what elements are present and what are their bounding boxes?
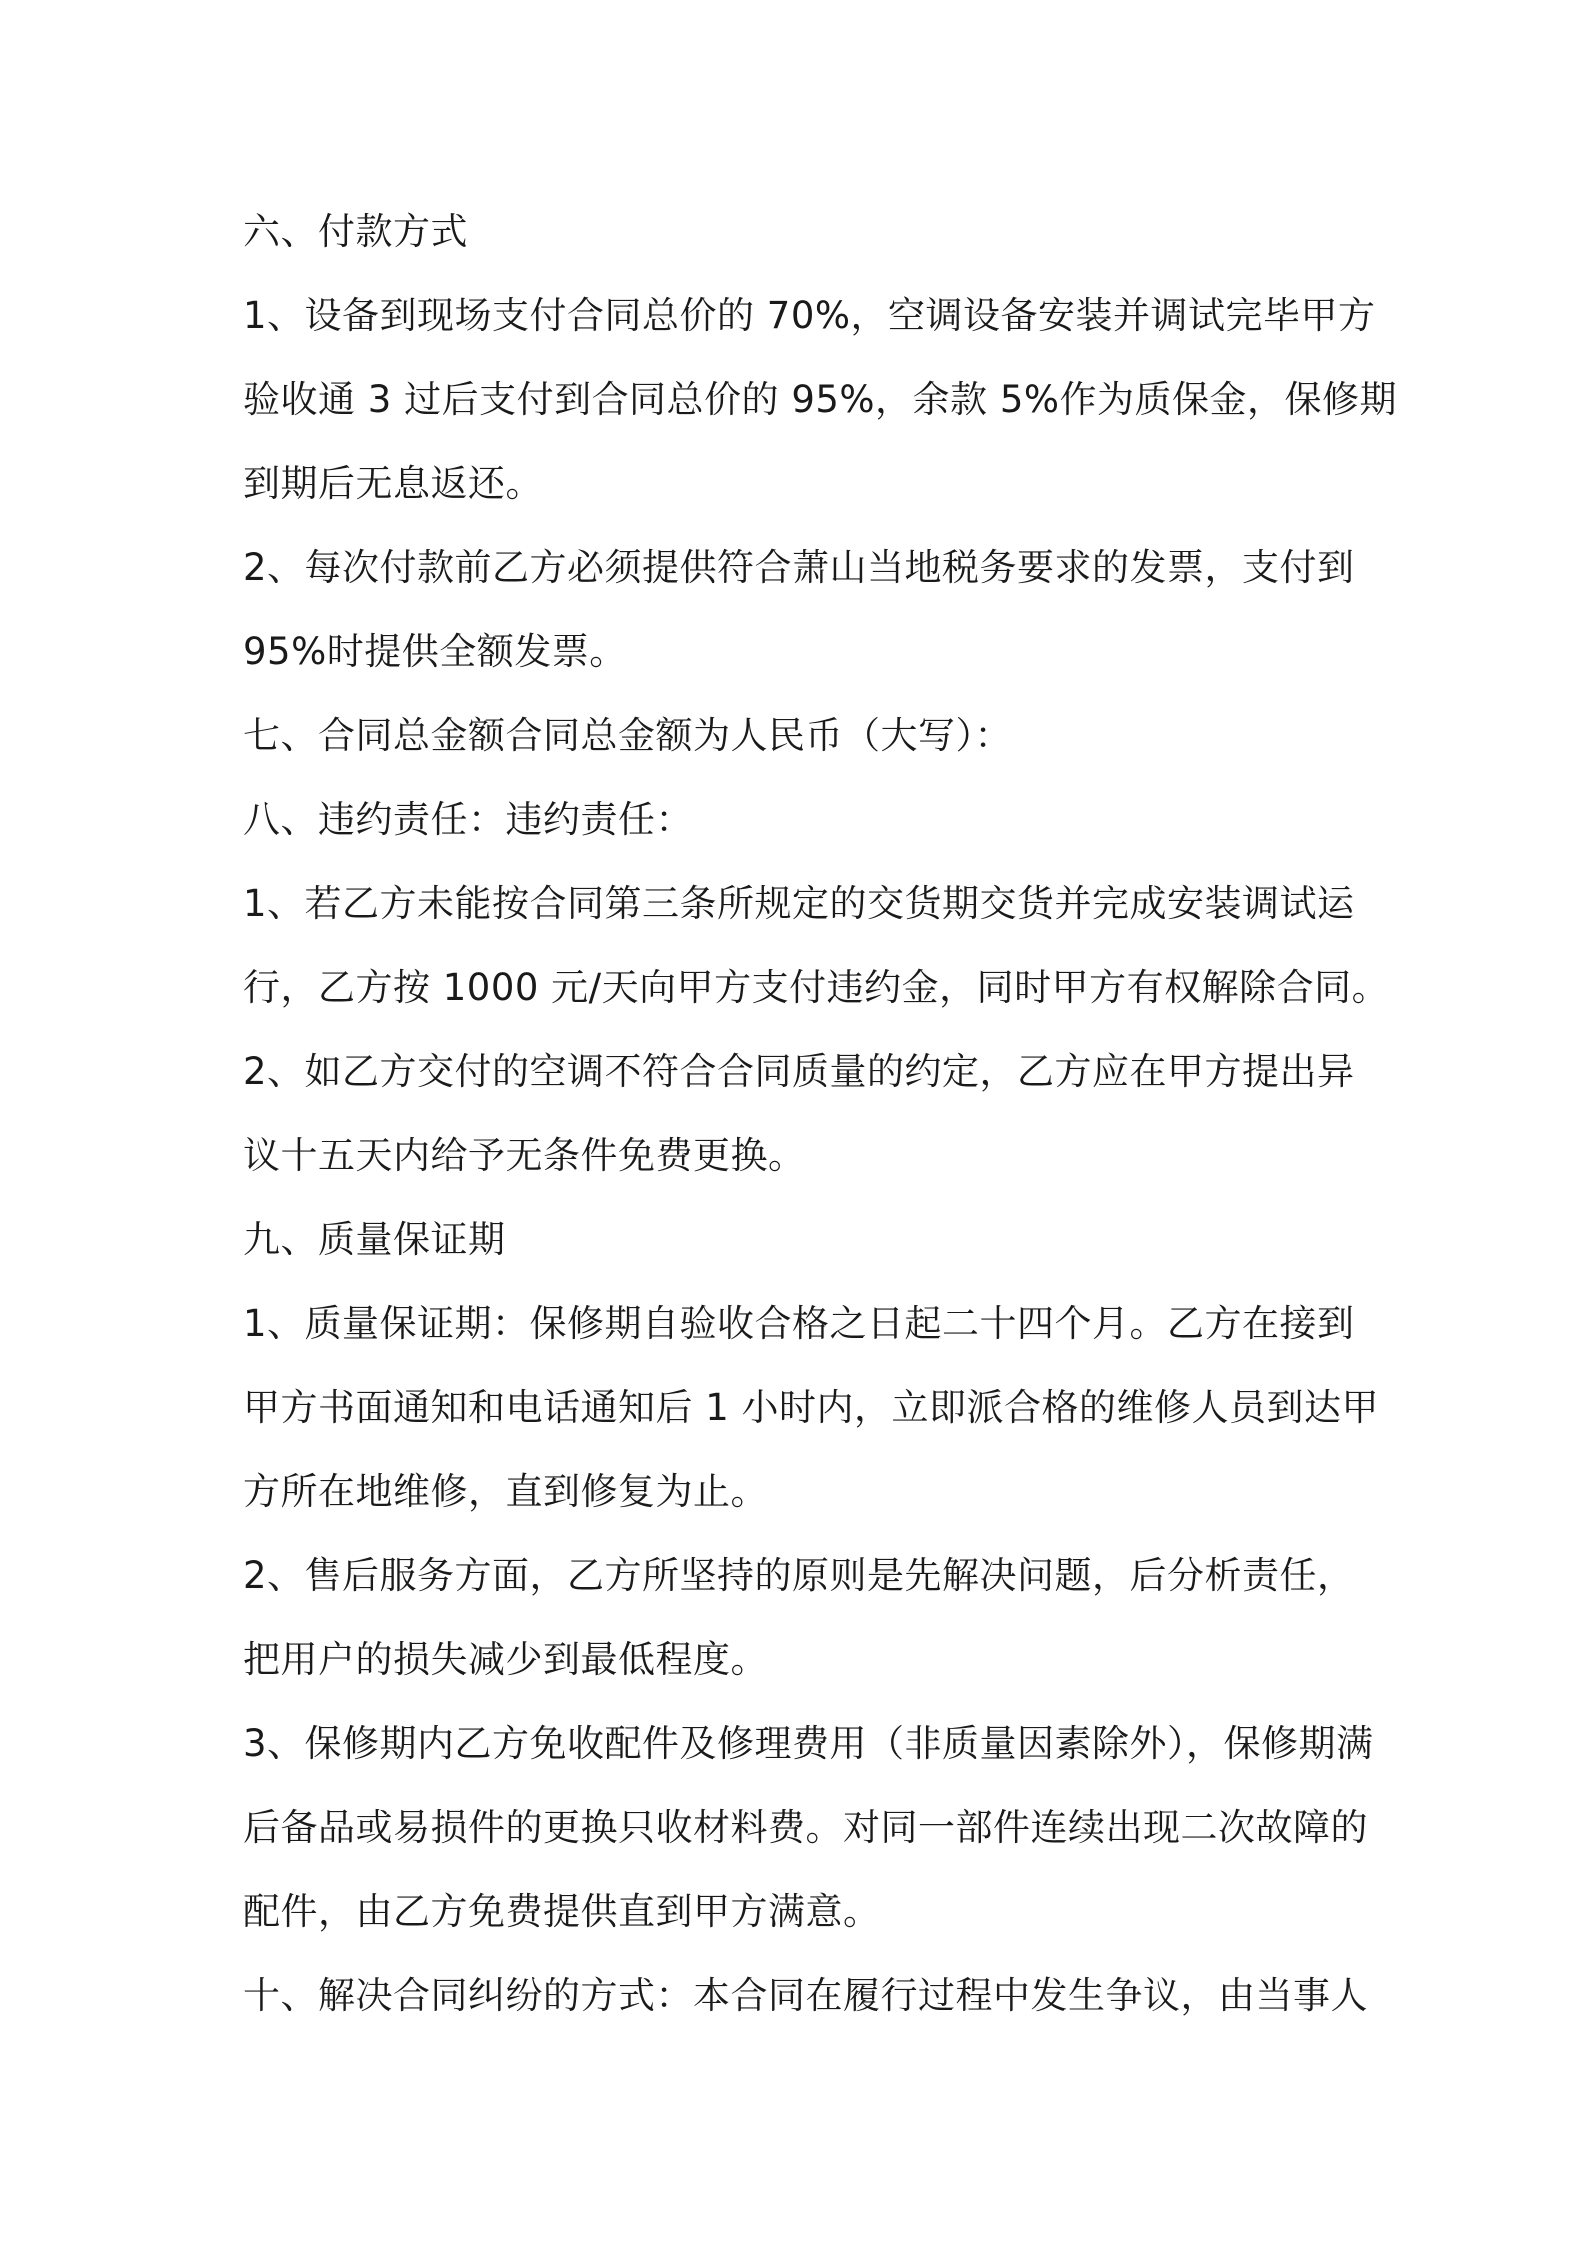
paragraph-line: 行，乙方按 1000 元/天向甲方支付违约金，同时甲方有权解除合同。 [243,966,1390,1009]
paragraph-line: 配件，由乙方免费提供直到甲方满意。 [243,1890,881,1933]
paragraph-line: 1、若乙方未能按合同第三条所规定的交货期交货并完成安装调试运 [243,882,1355,925]
paragraph-line: 议十五天内给予无条件免费更换。 [243,1134,806,1177]
paragraph-line: 95%时提供全额发票。 [243,630,627,673]
section-heading-total-amount: 七、合同总金额合同总金额为人民币（大写）： [243,714,1012,757]
paragraph-line: 2、如乙方交付的空调不符合合同质量的约定，乙方应在甲方提出异 [243,1050,1355,1093]
paragraph-line: 2、售后服务方面，乙方所坚持的原则是先解决问题，后分析责任， [243,1554,1355,1597]
section-heading-payment: 六、付款方式 [243,210,468,253]
paragraph-line: 3、保修期内乙方免收配件及修理费用（非质量因素除外），保修期满 [243,1722,1374,1765]
paragraph-line: 2、每次付款前乙方必须提供符合萧山当地税务要求的发票，支付到 [243,546,1355,589]
paragraph-line: 到期后无息返还。 [243,462,543,505]
section-heading-dispute: 十、解决合同纠纷的方式：本合同在履行过程中发生争议，由当事人 [243,1974,1368,2017]
paragraph-line: 1、质量保证期：保修期自验收合格之日起二十四个月。乙方在接到 [243,1302,1355,1345]
paragraph-line: 方所在地维修，直到修复为止。 [243,1470,768,1513]
paragraph-line: 把用户的损失减少到最低程度。 [243,1638,768,1681]
section-heading-warranty: 九、质量保证期 [243,1218,506,1261]
document-body [243,190,1398,2038]
section-heading-breach: 八、违约责任：违约责任： [243,798,693,841]
paragraph-line: 甲方书面通知和电话通知后 1 小时内，立即派合格的维修人员到达甲 [243,1386,1380,1429]
paragraph-line: 验收通 3 过后支付到合同总价的 95%，余款 5%作为质保金，保修期 [243,378,1398,421]
paragraph-line: 1、设备到现场支付合同总价的 70%，空调设备安装并调试完毕甲方 [243,294,1376,337]
paragraph-line: 后备品或易损件的更换只收材料费。对同一部件连续出现二次故障的 [243,1806,1368,1849]
